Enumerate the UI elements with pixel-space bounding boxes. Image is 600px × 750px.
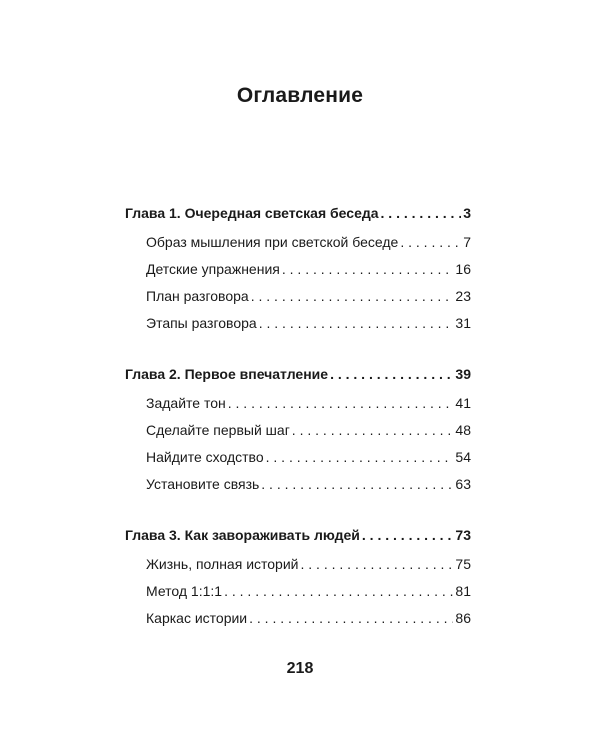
entry-page: 48 (455, 422, 471, 438)
chapter-page: 3 (463, 205, 471, 221)
entry-title: Метод 1:1:1 (146, 583, 223, 599)
dot-leader (381, 198, 462, 228)
toc-entry[interactable] (125, 283, 471, 310)
entry-page: 41 (455, 395, 471, 411)
entry-title: Сделайте первый шаг (146, 422, 290, 438)
page-number: 218 (286, 660, 314, 677)
table-of-contents (125, 198, 471, 654)
toc-entry[interactable] (125, 310, 471, 337)
dot-leader (266, 444, 454, 471)
dot-leader (292, 417, 454, 444)
toc-entry[interactable] (125, 229, 471, 256)
entry-title: Жизнь, полная историй (146, 556, 299, 572)
chapter-title: Глава 1. Очередная светская беседа (125, 205, 379, 221)
chapter-page: 73 (455, 527, 471, 543)
chapter-page: 39 (455, 366, 471, 382)
page-title: Оглавление (236, 84, 364, 107)
dot-leader (400, 229, 461, 256)
entry-page: 75 (455, 556, 471, 572)
entry-page: 16 (455, 261, 471, 277)
toc-entry[interactable] (125, 551, 471, 578)
entry-page: 7 (463, 234, 471, 250)
toc-entry[interactable] (125, 471, 471, 498)
entry-title: План разговора (146, 288, 249, 304)
entry-page: 23 (455, 288, 471, 304)
chapter-heading[interactable] (125, 198, 471, 228)
entry-page: 54 (455, 449, 471, 465)
entry-title: Этапы разговора (146, 315, 257, 331)
entry-title: Каркас истории (146, 610, 248, 626)
chapter-3 (125, 520, 471, 632)
chapter-heading[interactable] (125, 359, 471, 389)
dot-leader (362, 520, 454, 550)
chapter-title: Глава 2. Первое впечатление (125, 366, 329, 382)
dot-leader (330, 359, 453, 389)
dot-leader (300, 551, 453, 578)
chapter-heading[interactable] (125, 520, 471, 550)
chapter-1 (125, 198, 471, 337)
entry-page: 81 (455, 583, 471, 599)
toc-entry[interactable] (125, 578, 471, 605)
entry-title: Найдите сходство (146, 449, 264, 465)
entry-page: 63 (455, 476, 471, 492)
chapter-title: Глава 3. Как завораживать людей (125, 527, 360, 543)
entry-page: 86 (455, 610, 471, 626)
chapter-2 (125, 359, 471, 498)
dot-leader (228, 390, 454, 417)
entry-title: Детские упражнения (146, 261, 280, 277)
toc-entry[interactable] (125, 605, 471, 632)
toc-entry[interactable] (125, 417, 471, 444)
dot-leader (251, 283, 454, 310)
dot-leader (249, 605, 453, 632)
dot-leader (282, 256, 454, 283)
toc-entry[interactable] (125, 444, 471, 471)
entry-title: Установите связь (146, 476, 260, 492)
dot-leader (259, 310, 454, 337)
dot-leader (261, 471, 453, 498)
toc-entry[interactable] (125, 256, 471, 283)
toc-entry[interactable] (125, 390, 471, 417)
entry-page: 31 (455, 315, 471, 331)
entry-title: Образ мышления при светской беседе (146, 234, 399, 250)
entry-title: Задайте тон (146, 395, 226, 411)
dot-leader (224, 578, 453, 605)
